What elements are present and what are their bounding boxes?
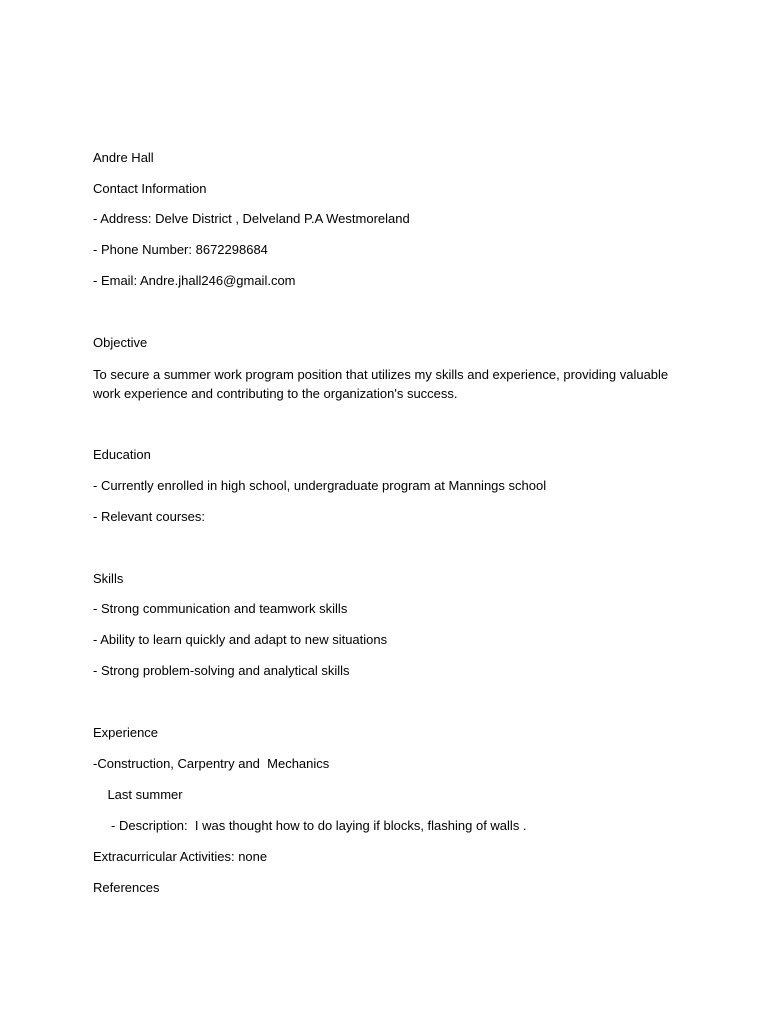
objective-text: To secure a summer work program position that utilizes my skills and experience, providing valuable work experience and contributing to the organization's success.	[93, 367, 669, 401]
experience-title: -Construction, Carpentry and Mechanics	[93, 756, 330, 771]
references-heading: References	[93, 880, 160, 895]
experience-heading: Experience	[93, 725, 159, 740]
education-heading: Education	[93, 447, 151, 462]
contact-heading: Contact Information	[93, 181, 207, 196]
skills-item: - Strong communication and teamwork skills	[93, 601, 348, 616]
education-item: - Relevant courses:	[93, 509, 205, 524]
phone-line: - Phone Number: 8672298684	[93, 242, 268, 257]
experience-when: Last summer	[93, 787, 183, 802]
applicant-name: Andre Hall	[93, 150, 154, 165]
experience-description: - Description: I was thought how to do laying if blocks, flashing of walls .	[93, 818, 527, 833]
objective-heading: Objective	[93, 335, 148, 350]
skills-item: - Strong problem-solving and analytical skills	[93, 663, 350, 678]
education-item: - Currently enrolled in high school, undergraduate program at Mannings school	[93, 478, 547, 493]
address-line: - Address: Delve District , Delveland P.A Westmoreland	[93, 211, 410, 226]
extracurricular-line: Extracurricular Activities: none	[93, 849, 268, 864]
skills-heading: Skills	[93, 571, 124, 586]
email-line: - Email: Andre.jhall246@gmail.com	[93, 273, 296, 288]
skills-item: - Ability to learn quickly and adapt to new situations	[93, 632, 388, 647]
